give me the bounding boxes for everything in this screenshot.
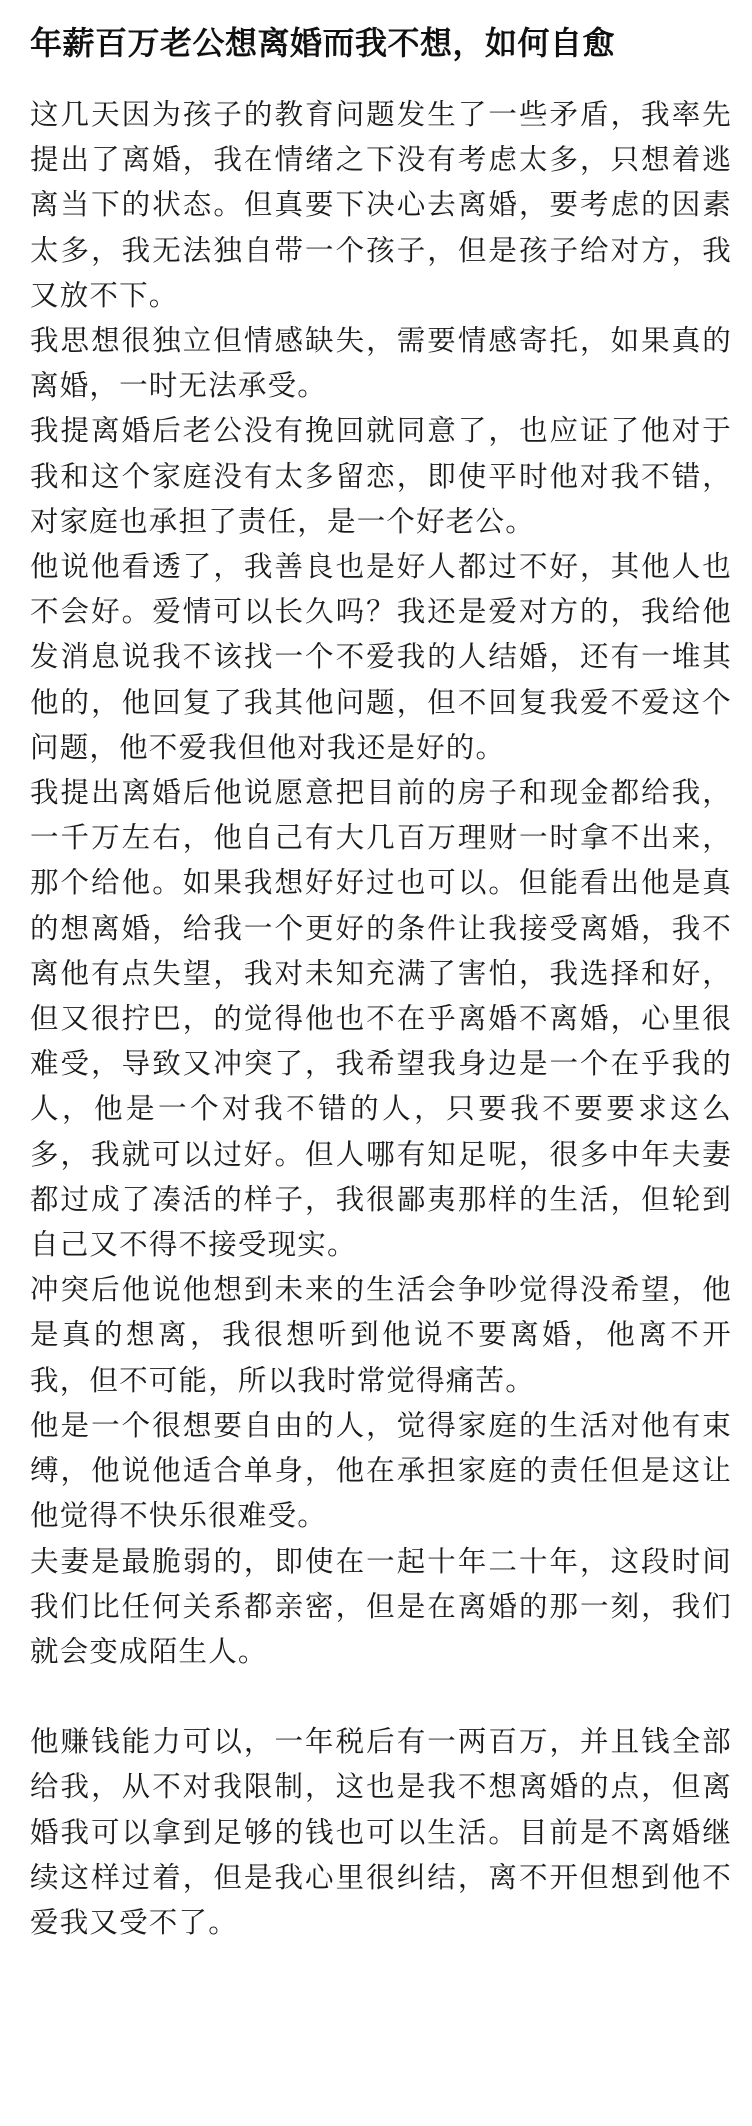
post-title: 年薪百万老公想离婚而我不想，如何自愈 [30,24,616,62]
paragraph-7: 他是一个很想要自由的人，觉得家庭的生活对他有束缚，他说他适合单身，他在承担家庭的责任但是这让他觉得不快乐很难受。 [30,1408,732,1533]
paragraph-9: 他赚钱能力可以，一年税后有一两百万，并且钱全部给我，从不对我限制，这也是我不想离婚的点，但离婚我可以拿到足够的钱也可以生活。目前是不离婚继续这样过着，但是我心里很纠结，离不开但想到他不爱我又受不了。 [30,1725,732,1939]
paragraph-4: 他说他看透了，我善良也是好人都过不好，其他人也不会好。爱情可以长久吗？我还是爱对方的，我给他发消息说我不该找一个不爱我的人结婚，还有一堆其他的，他回复了我其他问题，但不回复我爱不爱这个问题，他不爱我但他对我还是好的。 [30,550,732,764]
paragraph-2: 我思想很独立但情感缺失，需要情感寄托，如果真的离婚，一时无法承受。 [30,324,732,403]
paragraph-5: 我提出离婚后他说愿意把目前的房子和现金都给我，一千万左右，他自己有大几百万理财一时拿不出来，那个给他。如果我想好好过也可以。但能看出他是真的想离婚，给我一个更好的条件让我接受离婚，我不离他有点失望，我对未知充满了害怕，我选择和好，但又很拧巴，的觉得他也不在乎离婚不离婚，心里很难受，导致又冲突了，我希望我身边是一个在乎我的人，他是一个对我不错的人，只要我不要要求这么多，我就可以过好。但人哪有知足呢，很多中年夫妻都过成了凑活的样子，我很鄙夷那样的生活，但轮到自己又不得不接受现实。 [30,776,732,1262]
paragraph-1: 这几天因为孩子的教育问题发生了一些矛盾，我率先提出了离婚，我在情绪之下没有考虑太多，只想着逃离当下的状态。但真要下决心去离婚，要考虑的因素太多，我无法独自带一个孩子，但是孩子给对方，我又放不下。 [30,98,732,312]
paragraph-3: 我提离婚后老公没有挽回就同意了，也应证了他对于我和这个家庭没有太多留恋，即使平时他对我不错，对家庭也承担了责任，是一个好老公。 [30,414,732,538]
post-body [30,92,732,1945]
paragraph-8: 夫妻是最脆弱的，即使在一起十年二十年，这段时间我们比任何关系都亲密，但是在离婚的那一刻，我们就会变成陌生人。 [30,1544,732,1668]
paragraph-6: 冲突后他说他想到未来的生活会争吵觉得没希望，他是真的想离，我很想听到他说不要离婚，他离不开我，但不可能，所以我时常觉得痛苦。 [30,1273,732,1397]
paragraph-gap [30,1674,732,1719]
